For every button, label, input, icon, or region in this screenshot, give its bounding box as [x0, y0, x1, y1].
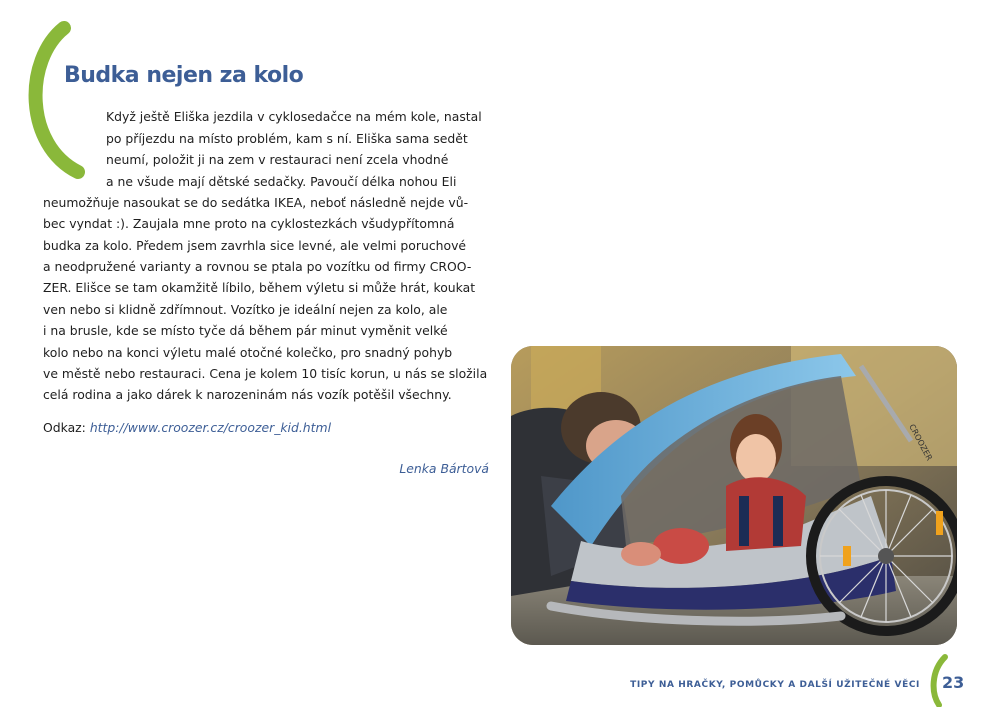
photo-child-in-bike-trailer: [511, 346, 957, 645]
body-line: a ne všude mají dětské sedačky. Pavoučí délka nohou Eli: [106, 174, 457, 189]
reference-link[interactable]: http://www.croozer.cz/croozer_kid.html: [89, 420, 332, 435]
green-bracket-decoration: [20, 20, 100, 190]
body-line: a neodpružené varianty a rovnou se ptala po vozítku od firmy CROO-: [43, 259, 472, 274]
body-line: i na brusle, kde se místo tyče dá během pár minut vyměnit velké: [43, 323, 448, 338]
body-line: ven nebo si klidně zdřímnout. Vozítko je ideální nejen za kolo, ale: [43, 302, 448, 317]
photo-illustration: [511, 346, 957, 645]
body-line: ZER. Elišce se tam okamžitě líbilo, během výletu si může hrát, koukat: [43, 280, 476, 295]
body-line: neumožňuje nasoukat se do sedátka IKEA, neboť následně nejde vů-: [43, 195, 469, 210]
body-line: kolo nebo na konci výletu malé otočné kolečko, pro snadný pohyb: [43, 345, 453, 360]
body-line: celá rodina a jako dárek k narozeninám nás vozík potěšil všechny.: [43, 387, 452, 402]
footer-section-title: TIPY NA HRAČKY, POMŮCKY A DALŠÍ UŽITEČNÉ VĚCI: [630, 680, 920, 690]
trailer-brand-label: CROOZER: [907, 422, 934, 463]
body-line: ve městě nebo restauraci. Cena je kolem 10 tisíc korun, u nás se složila: [43, 366, 488, 381]
body-line: budka za kolo. Předem jsem zavrhla sice levné, ale velmi poruchové: [43, 238, 467, 253]
body-line: Když ještě Eliška jezdila v cyklosedačce na mém kole, nastal: [106, 109, 482, 124]
author-name: Lenka Bártová: [399, 461, 489, 476]
body-line: po příjezdu na místo problém, kam s ní. Eliška sama sedět: [106, 131, 468, 146]
body-line: neumí, položit ji na zem v restauraci není zcela vhodné: [106, 152, 449, 167]
body-line: bec vyndat :). Zaujala mne proto na cyklostezkách všudypřítomná: [43, 216, 455, 231]
reference-label: Odkaz:: [43, 420, 86, 435]
reference-line: [43, 420, 331, 435]
article-title: Budka nejen za kolo: [64, 63, 304, 88]
page-number: 23: [942, 673, 965, 692]
